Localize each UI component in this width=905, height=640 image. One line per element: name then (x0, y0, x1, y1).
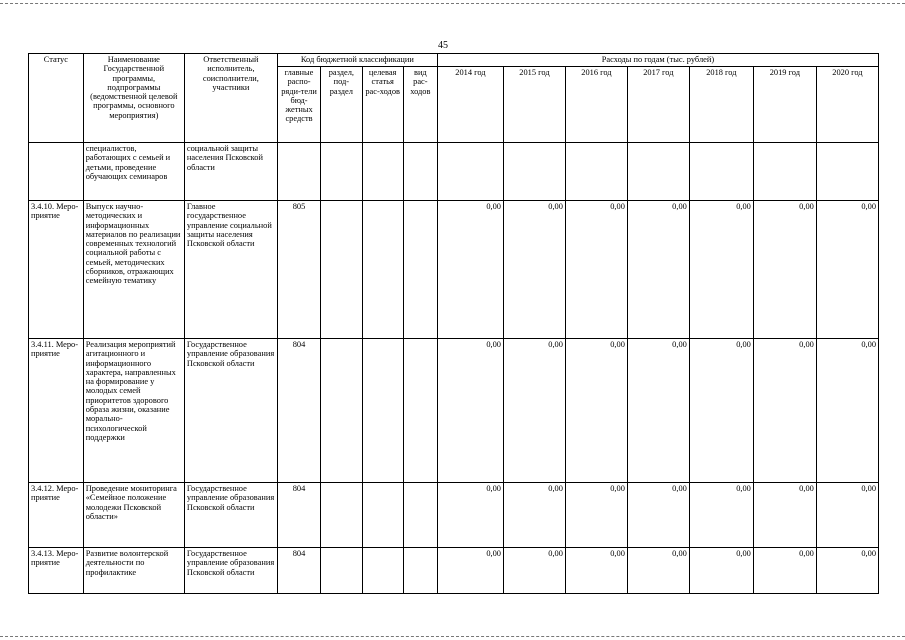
page-number: 45 (438, 40, 448, 51)
header-year: 2016 год (565, 67, 627, 143)
status-cell: 3.4.13. Меро-приятие (29, 548, 84, 594)
budget-table (28, 53, 879, 594)
value-cell: 0,00 (627, 548, 689, 594)
value-cell: 0,00 (627, 201, 689, 339)
value-cell: 0,00 (627, 483, 689, 548)
table-row (29, 548, 879, 594)
code-cell: 804 (277, 339, 320, 483)
status-cell (29, 143, 84, 201)
executor-cell: Государственное управление образования Псковской области (184, 339, 277, 483)
executor-cell: Государственное управление образования Псковской области (184, 483, 277, 548)
value-cell: 0,00 (437, 548, 503, 594)
value-cell (503, 143, 565, 201)
code-cell: 804 (277, 548, 320, 594)
executor-cell: Государственное управление образования Псковской области (184, 548, 277, 594)
value-cell: 0,00 (689, 548, 753, 594)
code-cell (277, 143, 320, 201)
name-cell: специалистов, работающих с семьей и детьми, проведение обучающих семинаров (83, 143, 184, 201)
table-row (29, 201, 879, 339)
value-cell: 0,00 (627, 339, 689, 483)
header-status: Статус (29, 54, 84, 143)
value-cell: 0,00 (753, 201, 816, 339)
header-year: 2018 год (689, 67, 753, 143)
value-cell: 0,00 (565, 483, 627, 548)
header-year: 2014 год (437, 67, 503, 143)
header-budget-code: Код бюджетной классификации (277, 54, 437, 67)
value-cell: 0,00 (816, 201, 878, 339)
table-row (29, 483, 879, 548)
value-cell: 0,00 (816, 548, 878, 594)
value-cell (437, 143, 503, 201)
value-cell: 0,00 (753, 483, 816, 548)
executor-cell: Главное государственное управление социальной защиты населения Псковской области (184, 201, 277, 339)
header-code-main: главные распо-ряди-тели бюд-жетных средств (277, 67, 320, 143)
value-cell: 0,00 (753, 339, 816, 483)
header-year: 2019 год (753, 67, 816, 143)
header-year: 2015 год (503, 67, 565, 143)
value-cell: 0,00 (565, 548, 627, 594)
page-edge-bottom (0, 636, 905, 637)
header-code-target: целевая статья рас-ходов (362, 67, 403, 143)
table-row (29, 143, 879, 201)
header-code-section: раздел, под-раздел (321, 67, 362, 143)
value-cell: 0,00 (816, 339, 878, 483)
value-cell (753, 143, 816, 201)
value-cell: 0,00 (503, 483, 565, 548)
value-cell: 0,00 (503, 201, 565, 339)
header-code-type: вид рас-ходов (403, 67, 437, 143)
value-cell: 0,00 (437, 201, 503, 339)
value-cell (689, 143, 753, 201)
value-cell: 0,00 (503, 339, 565, 483)
value-cell (627, 143, 689, 201)
code-cell: 804 (277, 483, 320, 548)
header-year: 2017 год (627, 67, 689, 143)
table-row (29, 339, 879, 483)
value-cell: 0,00 (689, 483, 753, 548)
header-name: Наименование Государственной программы, подпрограммы (ведомственной целевой программы, основного мероприятия) (83, 54, 184, 143)
status-cell: 3.4.11. Меро-приятие (29, 339, 84, 483)
value-cell: 0,00 (503, 548, 565, 594)
status-cell: 3.4.10. Меро-приятие (29, 201, 84, 339)
code-cell: 805 (277, 201, 320, 339)
value-cell: 0,00 (689, 201, 753, 339)
value-cell: 0,00 (689, 339, 753, 483)
value-cell: 0,00 (565, 201, 627, 339)
value-cell: 0,00 (753, 548, 816, 594)
value-cell: 0,00 (565, 339, 627, 483)
page-edge-top (0, 3, 905, 4)
header-expenses: Расходы по годам (тыс. рублей) (437, 54, 878, 67)
value-cell (816, 143, 878, 201)
value-cell (565, 143, 627, 201)
value-cell: 0,00 (816, 483, 878, 548)
value-cell: 0,00 (437, 483, 503, 548)
name-cell: Развитие волонтерской деятельности по профилактике (83, 548, 184, 594)
name-cell: Проведение мониторинга «Семейное положение молодежи Псковской области» (83, 483, 184, 548)
name-cell: Реализация мероприятий агитационного и информационного характера, направленных на формирование у молодых семей приоритетов здорового образа жизни, оказание морально-психологической поддержки (83, 339, 184, 483)
header-executor: Ответственный исполнитель, соисполнители, участники (184, 54, 277, 143)
name-cell: Выпуск научно-методических и информационных материалов по реализации современных технологий социальной работы с семьей, методических сборников, отражающих семейную тематику (83, 201, 184, 339)
executor-cell: социальной защиты населения Псковской области (184, 143, 277, 201)
status-cell: 3.4.12. Меро-приятие (29, 483, 84, 548)
value-cell: 0,00 (437, 339, 503, 483)
header-year: 2020 год (816, 67, 878, 143)
